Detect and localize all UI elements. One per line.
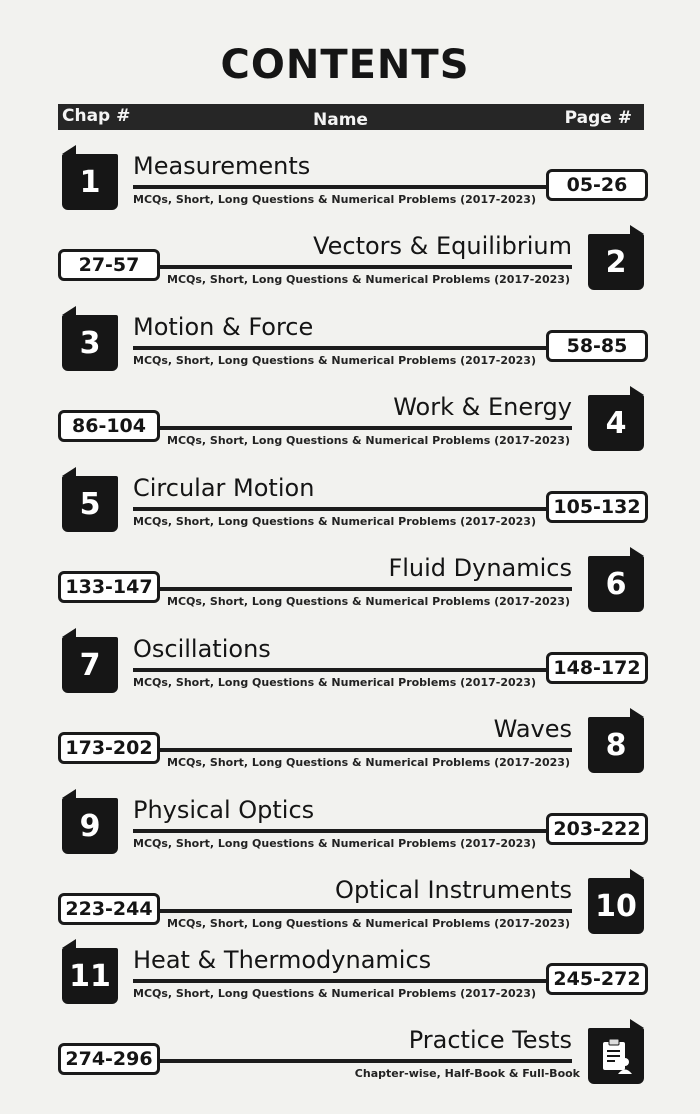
divider-line (160, 1059, 572, 1063)
chapter-number: 9 (62, 798, 118, 854)
page-range: 148-172 (546, 652, 648, 684)
divider-line (133, 979, 546, 983)
divider-line (133, 829, 546, 833)
header-name: Name (313, 110, 368, 130)
page-range: 05-26 (546, 169, 648, 201)
page-title: CONTENTS (220, 42, 470, 88)
chapter-description: MCQs, Short, Long Questions & Numerical Problems (2017-2023) (133, 987, 536, 1000)
chapter-entry-5[interactable] (0, 474, 700, 544)
chapter-description: MCQs, Short, Long Questions & Numerical Problems (2017-2023) (133, 354, 536, 367)
chapter-description: MCQs, Short, Long Questions & Numerical Problems (2017-2023) (133, 515, 536, 528)
chapter-name: Optical Instruments (335, 876, 572, 904)
chapter-number: 5 (62, 476, 118, 532)
divider-line (160, 587, 572, 591)
page-range: 27-57 (58, 249, 160, 281)
chapter-name: Waves (493, 715, 572, 743)
divider-line (133, 346, 546, 350)
chapter-description: MCQs, Short, Long Questions & Numerical Problems (2017-2023) (167, 273, 570, 286)
chapter-entry-4[interactable] (0, 393, 700, 463)
chapter-description: MCQs, Short, Long Questions & Numerical Problems (2017-2023) (167, 917, 570, 930)
page-range: 105-132 (546, 491, 648, 523)
divider-line (160, 909, 572, 913)
chapter-number: 6 (588, 556, 644, 612)
chapter-number: 1 (62, 154, 118, 210)
chapter-entry-10[interactable] (0, 876, 700, 946)
divider-line (133, 185, 546, 189)
chapter-description: MCQs, Short, Long Questions & Numerical Problems (2017-2023) (133, 193, 536, 206)
page-range: 203-222 (546, 813, 648, 845)
chapter-name: Oscillations (133, 635, 271, 663)
chapter-name: Motion & Force (133, 313, 314, 341)
page-range: 245-272 (546, 963, 648, 995)
page-range: 274-296 (58, 1043, 160, 1075)
chapter-number: 7 (62, 637, 118, 693)
page-range: 173-202 (58, 732, 160, 764)
table-header (58, 104, 644, 130)
chapter-description: MCQs, Short, Long Questions & Numerical Problems (2017-2023) (167, 756, 570, 769)
chapter-entry-9[interactable] (0, 796, 700, 866)
chapter-number: 10 (588, 878, 644, 934)
divider-line (160, 426, 572, 430)
chapter-name: Vectors & Equilibrium (313, 232, 572, 260)
chapter-number: 3 (62, 315, 118, 371)
page-range: 223-244 (58, 893, 160, 925)
chapter-entry-8[interactable] (0, 715, 700, 785)
divider-line (160, 265, 572, 269)
chapter-name: Circular Motion (133, 474, 315, 502)
chapter-name: Heat & Thermodynamics (133, 946, 432, 974)
chapter-number: 11 (62, 948, 118, 1004)
chapter-entry-6[interactable] (0, 554, 700, 624)
page-range: 86-104 (58, 410, 160, 442)
chapter-name: Work & Energy (393, 393, 572, 421)
chapter-entry-1[interactable] (0, 152, 700, 222)
page-range: 58-85 (546, 330, 648, 362)
page-range: 133-147 (58, 571, 160, 603)
practice-tests-title: Practice Tests (408, 1026, 572, 1054)
divider-line (133, 668, 546, 672)
chapter-description: MCQs, Short, Long Questions & Numerical Problems (2017-2023) (167, 595, 570, 608)
chapter-description: MCQs, Short, Long Questions & Numerical Problems (2017-2023) (133, 676, 536, 689)
header-chap: Chap # (62, 106, 131, 126)
chapter-name: Physical Optics (133, 796, 315, 824)
chapter-name: Fluid Dynamics (388, 554, 572, 582)
clipboard-test-icon (588, 1028, 644, 1084)
chapter-entry-11[interactable] (0, 946, 700, 1016)
chapter-number: 2 (588, 234, 644, 290)
chapter-entry-7[interactable] (0, 635, 700, 705)
divider-line (133, 507, 546, 511)
chapter-name: Measurements (133, 152, 311, 180)
chapter-entry-2[interactable] (0, 232, 700, 302)
chapter-description: MCQs, Short, Long Questions & Numerical Problems (2017-2023) (133, 837, 536, 850)
chapter-entry-3[interactable] (0, 313, 700, 383)
divider-line (160, 748, 572, 752)
header-page: Page # (564, 108, 632, 128)
practice-tests-description: Chapter-wise, Half-Book & Full-Book (354, 1067, 580, 1080)
chapter-description: MCQs, Short, Long Questions & Numerical Problems (2017-2023) (167, 434, 570, 447)
chapter-number: 8 (588, 717, 644, 773)
practice-tests-entry[interactable] (0, 1026, 700, 1096)
chapter-number: 4 (588, 395, 644, 451)
